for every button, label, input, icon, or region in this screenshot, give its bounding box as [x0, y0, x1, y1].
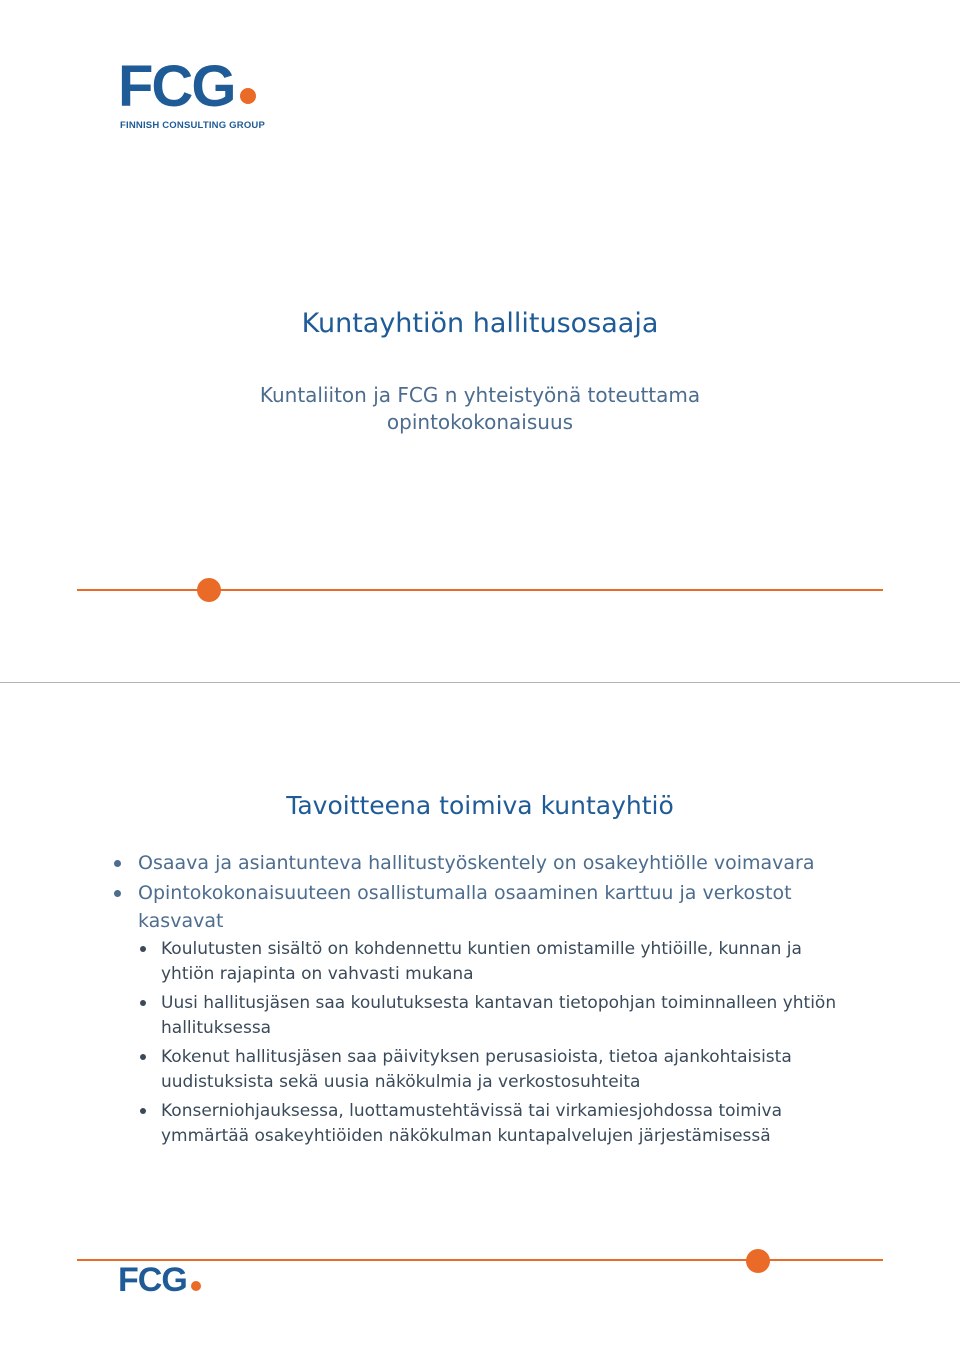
fcg-logo [118, 54, 256, 119]
list-item-text: Koulutusten sisältö on kohdennettu kuntien omistamille yhtiöille, kunnan ja yhtiön rajapinta on vahvasti mukana [161, 939, 802, 984]
fcg-logo-small [118, 1263, 201, 1297]
bullet-icon [114, 860, 121, 867]
bullet-icon [140, 946, 146, 952]
slide-2 [0, 683, 960, 1367]
logo-dot-icon [191, 1281, 201, 1291]
list-item-text: Konserniohjauksessa, luottamustehtävissä tai virkamiesjohdossa toimiva ymmärtää osakeyhtiöiden näkökulman kuntapalvelujen järjestämisessä [161, 1101, 783, 1146]
list-item [112, 879, 852, 935]
sub-list-item [138, 937, 852, 986]
logo-text: FCG [118, 1261, 187, 1299]
logo-dot-icon [240, 88, 256, 104]
list-item-text: Osaava ja asiantunteva hallitustyöskentely on osakeyhtiölle voimavara [138, 852, 815, 874]
slide-1 [0, 0, 960, 683]
footer-rule-dot-icon [746, 1249, 770, 1273]
list-item [112, 849, 852, 877]
slide-title: Tavoitteena toimiva kuntayhtiö [286, 791, 674, 820]
footer-rule-dot-icon [197, 578, 221, 602]
bullet-icon [140, 1108, 146, 1114]
list-item-text: Opintokokonaisuuteen osallistumalla osaaminen karttuu ja verkostot kasvavat [138, 882, 792, 932]
list-item-text: Kokenut hallitusjäsen saa päivityksen perusasioista, tietoa ajankohtaisista uudistuksista sekä uusia näkökulmia ja verkostosuhteita [161, 1047, 792, 1092]
sub-list-item [138, 1045, 852, 1094]
sub-list-item [138, 1099, 852, 1148]
bullet-icon [140, 1054, 146, 1060]
list-item-text: Uusi hallitusjäsen saa koulutuksesta kantavan tietopohjan toiminnalleen yhtiön hallituksessa [161, 993, 837, 1038]
logo-subtitle: FINNISH CONSULTING GROUP [120, 120, 266, 131]
sub-list-item [138, 991, 852, 1040]
slide-title: Kuntayhtiön hallitusosaaja [301, 308, 659, 339]
bullet-icon [140, 1000, 146, 1006]
slide-subtitle: Kuntaliiton ja FCG n yhteistyönä toteuttama opintokokonaisuus [259, 383, 701, 434]
bullet-list [112, 849, 852, 1153]
bullet-icon [114, 890, 121, 897]
logo-text: FCG [118, 54, 235, 119]
